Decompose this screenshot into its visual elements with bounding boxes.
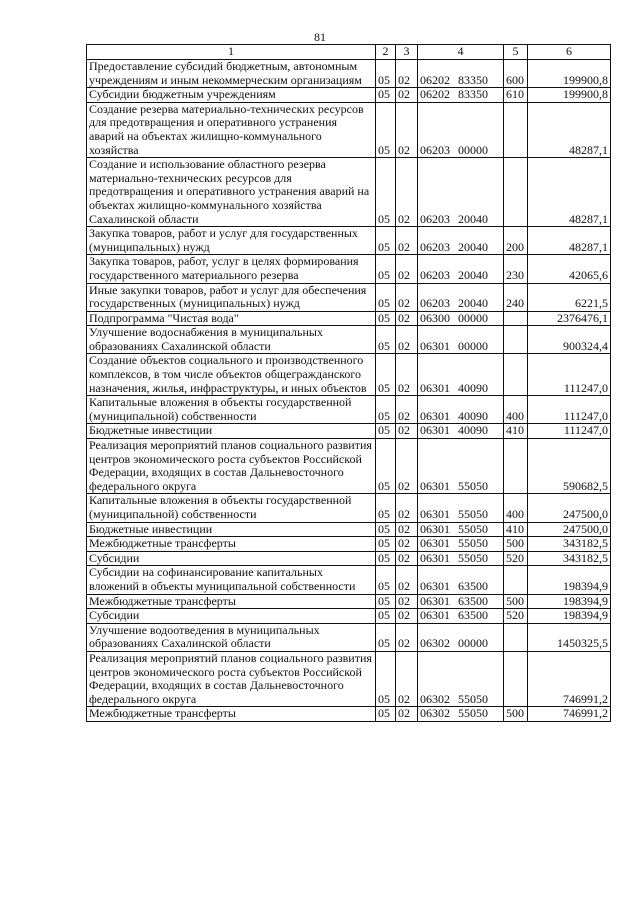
row-amount-cell: 111247,0	[528, 354, 611, 396]
target-article-direction-code: 20040	[458, 267, 488, 282]
row-expense-type-cell	[504, 354, 528, 396]
row-section-cell: 05	[376, 255, 396, 283]
row-target-article-cell	[418, 396, 504, 424]
row-section-cell: 05	[376, 88, 396, 103]
target-article-direction-code: 55050	[458, 507, 488, 521]
row-section-cell: 05	[376, 311, 396, 326]
target-article-program-code: 06300	[420, 311, 450, 325]
row-section-cell: 05	[376, 158, 396, 227]
table-row	[87, 522, 611, 537]
target-article-program-code: 06203	[420, 239, 450, 254]
row-expense-type-cell	[504, 158, 528, 227]
target-article-program-code: 06302	[420, 706, 450, 721]
row-amount-cell: 42065,6	[528, 255, 611, 283]
row-expense-type-cell	[504, 326, 528, 354]
table-row	[87, 311, 611, 326]
row-subsection-cell: 02	[396, 88, 418, 103]
row-expense-type-cell: 610	[504, 88, 528, 103]
target-article-program-code: 06301	[420, 594, 450, 608]
row-name-cell: Предоставление субсидий бюджетным, автономным учреждениям и иным некоммерческим организациям	[87, 60, 376, 88]
row-amount-cell: 199900,8	[528, 88, 611, 103]
target-article-direction-code: 40090	[458, 408, 488, 423]
row-subsection-cell: 02	[396, 354, 418, 396]
row-name-cell: Субсидии на софинансирование капитальных вложений в объекты муниципальной собственности	[87, 566, 376, 594]
row-expense-type-cell	[504, 623, 528, 651]
row-target-article-cell	[418, 326, 504, 354]
table-row	[87, 255, 611, 283]
row-subsection-cell: 02	[396, 227, 418, 255]
row-name-cell: Бюджетные инвестиции	[87, 522, 376, 537]
row-expense-type-cell: 200	[504, 227, 528, 255]
table-header-row	[87, 45, 611, 60]
target-article-program-code: 06301	[420, 578, 450, 593]
row-subsection-cell: 02	[396, 551, 418, 566]
target-article-direction-code: 55050	[458, 536, 488, 551]
row-name-cell: Подпрограмма "Чистая вода"	[87, 311, 376, 326]
row-target-article-cell	[418, 102, 504, 157]
row-expense-type-cell	[504, 566, 528, 594]
row-target-article-cell	[418, 424, 504, 439]
target-article-direction-code: 55050	[458, 551, 488, 565]
row-name-cell: Межбюджетные трансферты	[87, 537, 376, 552]
header-cell: 6	[528, 45, 611, 60]
row-expense-type-cell: 230	[504, 255, 528, 283]
table-row	[87, 102, 611, 157]
target-article-program-code: 06301	[420, 522, 450, 536]
target-article-program-code: 06301	[420, 551, 450, 565]
target-article-program-code: 06203	[420, 211, 450, 226]
row-name-cell: Создание резерва материально-технических ресурсов для предотвращения и оперативного устранения аварий на объектах жилищно-коммунального хозяйства	[87, 102, 376, 157]
page-number: 81	[314, 30, 326, 44]
row-target-article-cell	[418, 88, 504, 103]
target-article-direction-code: 63500	[458, 608, 488, 623]
row-section-cell: 05	[376, 537, 396, 552]
row-expense-type-cell: 410	[504, 522, 528, 537]
row-target-article-cell	[418, 623, 504, 651]
row-name-cell: Создание объектов социального и производственного комплексов, в том числе объектов общегражданского назначения, жилья, инфраструктуры, и иных объектов	[87, 354, 376, 396]
row-amount-cell: 247500,0	[528, 494, 611, 522]
table-row	[87, 158, 611, 227]
table-row	[87, 551, 611, 566]
row-section-cell: 05	[376, 326, 396, 354]
target-article-program-code: 06301	[420, 423, 450, 438]
row-amount-cell: 111247,0	[528, 396, 611, 424]
table-row	[87, 651, 611, 706]
row-target-article-cell	[418, 707, 504, 722]
table-row	[87, 566, 611, 594]
row-amount-cell: 343182,5	[528, 551, 611, 566]
row-expense-type-cell	[504, 439, 528, 494]
row-subsection-cell: 02	[396, 707, 418, 722]
row-name-cell: Капитальные вложения в объекты государственной (муниципальной) собственности	[87, 494, 376, 522]
row-amount-cell: 48287,1	[528, 227, 611, 255]
table-row	[87, 439, 611, 494]
row-target-article-cell	[418, 311, 504, 326]
row-expense-type-cell: 500	[504, 537, 528, 552]
row-target-article-cell	[418, 354, 504, 396]
row-expense-type-cell	[504, 311, 528, 326]
table-row	[87, 623, 611, 651]
row-name-cell: Закупка товаров, работ, услуг в целях формирования государственного материального резерва	[87, 255, 376, 283]
row-amount-cell: 1450325,5	[528, 623, 611, 651]
row-section-cell: 05	[376, 60, 396, 88]
row-amount-cell: 746991,2	[528, 707, 611, 722]
target-article-program-code: 06203	[420, 267, 450, 282]
row-section-cell: 05	[376, 283, 396, 311]
row-expense-type-cell: 240	[504, 283, 528, 311]
table-row	[87, 594, 611, 609]
target-article-program-code: 06301	[420, 380, 450, 395]
target-article-direction-code: 20040	[458, 239, 488, 254]
row-expense-type-cell: 410	[504, 424, 528, 439]
target-article-program-code: 06302	[420, 636, 450, 651]
row-subsection-cell: 02	[396, 60, 418, 88]
row-section-cell: 05	[376, 551, 396, 566]
row-section-cell: 05	[376, 354, 396, 396]
row-target-article-cell	[418, 537, 504, 552]
target-article-program-code: 06203	[420, 296, 450, 311]
row-amount-cell: 48287,1	[528, 102, 611, 157]
target-article-direction-code: 00000	[458, 338, 488, 353]
row-target-article-cell	[418, 255, 504, 283]
row-name-cell: Улучшение водоотведения в муниципальных образованиях Сахалинской области	[87, 623, 376, 651]
row-expense-type-cell: 400	[504, 396, 528, 424]
row-name-cell: Субсидии	[87, 609, 376, 624]
target-article-direction-code: 63500	[458, 578, 488, 593]
row-expense-type-cell: 400	[504, 494, 528, 522]
row-name-cell: Создание и использование областного резерва материально-технических ресурсов для предотвращения и оперативного устранения аварий на объектах жилищно-коммунального хозяйства Сахалинской области	[87, 158, 376, 227]
target-article-direction-code: 40090	[458, 380, 488, 395]
row-section-cell: 05	[376, 439, 396, 494]
target-article-program-code: 06301	[420, 507, 450, 521]
target-article-direction-code: 20040	[458, 211, 488, 226]
target-article-direction-code: 55050	[458, 691, 488, 706]
header-cell: 1	[87, 45, 376, 60]
row-expense-type-cell: 600	[504, 60, 528, 88]
table-row	[87, 609, 611, 624]
row-section-cell: 05	[376, 651, 396, 706]
row-amount-cell: 2376476,1	[528, 311, 611, 326]
row-subsection-cell: 02	[396, 396, 418, 424]
row-amount-cell: 343182,5	[528, 537, 611, 552]
row-name-cell: Закупка товаров, работ и услуг для государственных (муниципальных) нужд	[87, 227, 376, 255]
target-article-direction-code: 83350	[458, 72, 488, 87]
target-article-program-code: 06202	[420, 72, 450, 87]
target-article-program-code: 06301	[420, 338, 450, 353]
row-section-cell: 05	[376, 623, 396, 651]
row-target-article-cell	[418, 522, 504, 537]
budget-table-body	[87, 45, 611, 722]
row-amount-cell: 6221,5	[528, 283, 611, 311]
row-name-cell: Субсидии бюджетным учреждениям	[87, 88, 376, 103]
target-article-direction-code: 83350	[458, 87, 488, 102]
row-subsection-cell: 02	[396, 255, 418, 283]
row-expense-type-cell	[504, 651, 528, 706]
row-subsection-cell: 02	[396, 537, 418, 552]
row-name-cell: Улучшение водоснабжения в муниципальных образованиях Сахалинской области	[87, 326, 376, 354]
table-row	[87, 494, 611, 522]
row-target-article-cell	[418, 651, 504, 706]
row-amount-cell: 590682,5	[528, 439, 611, 494]
row-subsection-cell: 02	[396, 326, 418, 354]
row-name-cell: Капитальные вложения в объекты государственной (муниципальной) собственности	[87, 396, 376, 424]
row-section-cell: 05	[376, 227, 396, 255]
row-name-cell: Бюджетные инвестиции	[87, 424, 376, 439]
row-target-article-cell	[418, 439, 504, 494]
row-section-cell: 05	[376, 102, 396, 157]
target-article-program-code: 06202	[420, 87, 450, 102]
target-article-program-code: 06301	[420, 536, 450, 551]
row-target-article-cell	[418, 494, 504, 522]
row-subsection-cell: 02	[396, 102, 418, 157]
row-amount-cell: 198394,9	[528, 609, 611, 624]
header-cell: 3	[396, 45, 418, 60]
row-name-cell: Реализация мероприятий планов социального развития центров экономического роста субъектов Российской Федерации, входящих в состав Дальневосточного федерального округа	[87, 651, 376, 706]
row-subsection-cell: 02	[396, 522, 418, 537]
row-expense-type-cell	[504, 102, 528, 157]
row-subsection-cell: 02	[396, 311, 418, 326]
row-section-cell: 05	[376, 522, 396, 537]
row-name-cell: Межбюджетные трансферты	[87, 707, 376, 722]
row-amount-cell: 48287,1	[528, 158, 611, 227]
target-article-direction-code: 55050	[458, 706, 488, 721]
target-article-direction-code: 40090	[458, 423, 488, 438]
row-target-article-cell	[418, 60, 504, 88]
target-article-program-code: 06302	[420, 691, 450, 706]
target-article-direction-code: 55050	[458, 478, 488, 493]
row-name-cell: Межбюджетные трансферты	[87, 594, 376, 609]
row-target-article-cell	[418, 158, 504, 227]
target-article-program-code: 06301	[420, 478, 450, 493]
table-row	[87, 283, 611, 311]
row-target-article-cell	[418, 566, 504, 594]
row-subsection-cell: 02	[396, 651, 418, 706]
row-name-cell: Иные закупки товаров, работ и услуг для обеспечения государственных (муниципальных) нужд	[87, 283, 376, 311]
row-amount-cell: 247500,0	[528, 522, 611, 537]
table-row	[87, 537, 611, 552]
row-amount-cell: 199900,8	[528, 60, 611, 88]
row-subsection-cell: 02	[396, 594, 418, 609]
row-expense-type-cell: 500	[504, 594, 528, 609]
row-name-cell: Субсидии	[87, 551, 376, 566]
budget-table	[86, 44, 611, 722]
row-section-cell: 05	[376, 396, 396, 424]
table-row	[87, 354, 611, 396]
row-target-article-cell	[418, 551, 504, 566]
row-target-article-cell	[418, 227, 504, 255]
row-subsection-cell: 02	[396, 439, 418, 494]
target-article-program-code: 06203	[420, 142, 450, 157]
table-row	[87, 88, 611, 103]
row-subsection-cell: 02	[396, 494, 418, 522]
row-section-cell: 05	[376, 707, 396, 722]
row-subsection-cell: 02	[396, 623, 418, 651]
row-expense-type-cell: 520	[504, 609, 528, 624]
row-expense-type-cell: 520	[504, 551, 528, 566]
row-section-cell: 05	[376, 494, 396, 522]
header-cell: 2	[376, 45, 396, 60]
header-cell: 5	[504, 45, 528, 60]
target-article-direction-code: 20040	[458, 296, 488, 311]
row-subsection-cell: 02	[396, 424, 418, 439]
row-section-cell: 05	[376, 609, 396, 624]
target-article-direction-code: 63500	[458, 594, 488, 608]
table-row	[87, 326, 611, 354]
row-section-cell: 05	[376, 566, 396, 594]
target-article-direction-code: 00000	[458, 311, 488, 325]
row-target-article-cell	[418, 283, 504, 311]
table-row	[87, 396, 611, 424]
table-row	[87, 60, 611, 88]
row-subsection-cell: 02	[396, 566, 418, 594]
row-section-cell: 05	[376, 594, 396, 609]
row-subsection-cell: 02	[396, 158, 418, 227]
row-expense-type-cell: 500	[504, 707, 528, 722]
table-row	[87, 227, 611, 255]
table-row	[87, 424, 611, 439]
row-target-article-cell	[418, 609, 504, 624]
target-article-direction-code: 00000	[458, 142, 488, 157]
row-target-article-cell	[418, 594, 504, 609]
row-section-cell: 05	[376, 424, 396, 439]
target-article-direction-code: 55050	[458, 522, 488, 536]
header-cell: 4	[418, 45, 504, 60]
table-row	[87, 707, 611, 722]
target-article-direction-code: 00000	[458, 636, 488, 651]
row-subsection-cell: 02	[396, 609, 418, 624]
target-article-program-code: 06301	[420, 608, 450, 623]
row-amount-cell: 111247,0	[528, 424, 611, 439]
row-amount-cell: 198394,9	[528, 594, 611, 609]
row-subsection-cell: 02	[396, 283, 418, 311]
row-amount-cell: 198394,9	[528, 566, 611, 594]
target-article-program-code: 06301	[420, 408, 450, 423]
row-amount-cell: 900324,4	[528, 326, 611, 354]
row-amount-cell: 746991,2	[528, 651, 611, 706]
row-name-cell: Реализация мероприятий планов социального развития центров экономического роста субъектов Российской Федерации, входящих в состав Дальневосточного федерального округа	[87, 439, 376, 494]
